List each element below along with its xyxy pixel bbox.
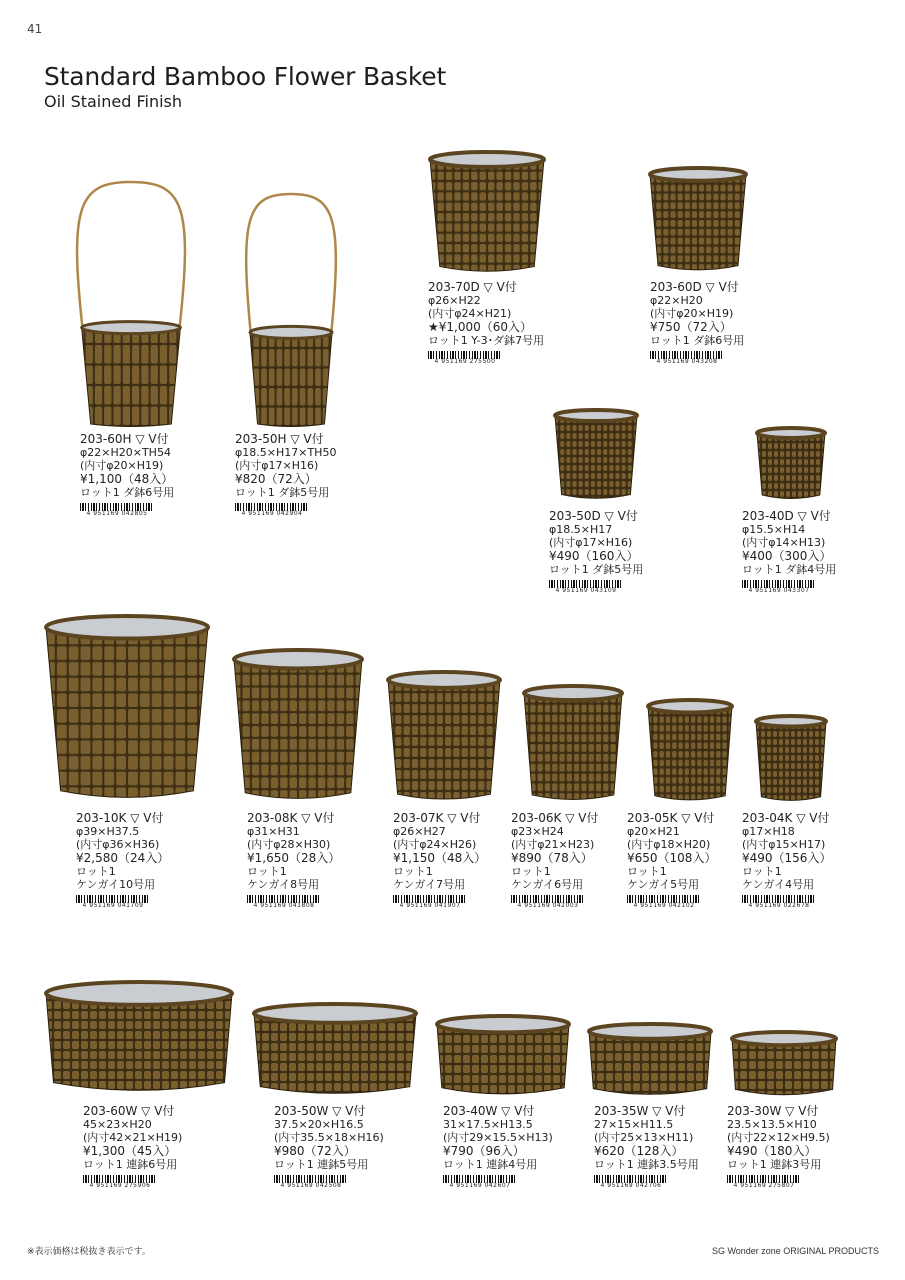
product-inner-size: (内寸φ14×H13) bbox=[742, 536, 826, 550]
basket-image bbox=[252, 1002, 418, 1096]
product-code: 203-50D ▽ V付 bbox=[549, 509, 638, 523]
product-inner-size: (内寸φ24×H21) bbox=[428, 307, 512, 321]
product-lot: ロット1 連鉢3号用 bbox=[727, 1157, 822, 1171]
product-size: φ26×H22 bbox=[428, 294, 481, 308]
barcode bbox=[83, 1173, 258, 1190]
product-code: 203-60H ▽ V付 bbox=[80, 432, 169, 446]
basket-image bbox=[755, 426, 827, 500]
product-info bbox=[742, 509, 905, 595]
product-size: φ15.5×H14 bbox=[742, 523, 806, 537]
product-price: ★¥1,000（60入） bbox=[428, 319, 533, 334]
product-size: φ22×H20 bbox=[650, 294, 703, 308]
basket-image bbox=[44, 614, 210, 802]
product-size: φ39×H37.5 bbox=[76, 825, 140, 839]
product-pot-size: ケンガイ6号用 bbox=[511, 878, 584, 892]
product-price: ¥2,580（24入） bbox=[76, 850, 170, 865]
product-inner-size: (内寸φ20×H19) bbox=[650, 307, 734, 321]
product-pot-size: ケンガイ5号用 bbox=[627, 878, 700, 892]
product-inner-size: (内寸29×15.5×H13) bbox=[443, 1131, 553, 1145]
basket-image bbox=[730, 1030, 838, 1096]
product-size: 45×23×H20 bbox=[83, 1118, 152, 1132]
product-size: φ23×H24 bbox=[511, 825, 564, 839]
basket-image bbox=[44, 980, 234, 1094]
brand-footer: SG Wonder zone ORIGINAL PRODUCTS bbox=[711, 1246, 879, 1256]
jan-number: 4 951169 275500 bbox=[428, 359, 502, 365]
product-code: 203-07K ▽ V付 bbox=[393, 811, 481, 825]
product-pot-size: ケンガイ7号用 bbox=[393, 878, 466, 892]
product-code: 203-40D ▽ V付 bbox=[742, 509, 831, 523]
product-price: ¥750（72入） bbox=[650, 319, 732, 334]
product-code: 203-30W ▽ V付 bbox=[727, 1104, 819, 1118]
jan-number: 4 951169 022678 bbox=[742, 903, 816, 909]
product-info bbox=[235, 432, 410, 518]
product-inner-size: (内寸φ18×H20) bbox=[627, 838, 711, 852]
product-code: 203-08K ▽ V付 bbox=[247, 811, 335, 825]
jan-number: 4 951169 041709 bbox=[76, 903, 150, 909]
product-lot: ロット1 ダ鉢5号用 bbox=[549, 562, 644, 576]
product-price: ¥490（180入） bbox=[727, 1143, 817, 1158]
product-pot-size: ケンガイ10号用 bbox=[76, 878, 156, 892]
product-inner-size: (内寸φ28×H30) bbox=[247, 838, 331, 852]
barcode bbox=[80, 501, 255, 518]
product-lot: ロット1 ダ鉢4号用 bbox=[742, 562, 837, 576]
basket-image bbox=[553, 408, 639, 500]
product-code: 203-04K ▽ V付 bbox=[742, 811, 830, 825]
barcode bbox=[742, 578, 905, 595]
product-code: 203-50H ▽ V付 bbox=[235, 432, 324, 446]
product-price: ¥1,150（48入） bbox=[393, 850, 487, 865]
product-inner-size: (内寸φ15×H17) bbox=[742, 838, 826, 852]
basket-image bbox=[646, 698, 734, 802]
product-info bbox=[80, 432, 255, 518]
jan-number: 4 951169 042102 bbox=[627, 903, 701, 909]
product-price: ¥400（300入） bbox=[742, 548, 832, 563]
barcode bbox=[549, 578, 724, 595]
jan-number: 4 951169 043208 bbox=[650, 359, 724, 365]
product-lot: ロット1 連鉢5号用 bbox=[274, 1157, 369, 1171]
product-info bbox=[83, 1104, 258, 1190]
product-code: 203-60D ▽ V付 bbox=[650, 280, 739, 294]
product-lot: ロット1 連鉢6号用 bbox=[83, 1157, 178, 1171]
product-size: φ17×H18 bbox=[742, 825, 795, 839]
product-code: 203-50W ▽ V付 bbox=[274, 1104, 366, 1118]
page-number: 41 bbox=[27, 22, 43, 36]
product-price: ¥890（78入） bbox=[511, 850, 593, 865]
product-inner-size: (内寸φ24×H26) bbox=[393, 838, 477, 852]
barcode bbox=[650, 349, 825, 366]
jan-number: 4 951169 042904 bbox=[235, 511, 309, 517]
product-info bbox=[76, 811, 251, 910]
product-code: 203-70D ▽ V付 bbox=[428, 280, 517, 294]
product-info bbox=[650, 280, 825, 366]
product-info bbox=[274, 1104, 449, 1190]
product-price: ¥820（72入） bbox=[235, 471, 317, 486]
product-info bbox=[428, 280, 603, 366]
jan-number: 4 951169 041808 bbox=[247, 903, 321, 909]
product-inner-size: (内寸φ20×H19) bbox=[80, 459, 164, 473]
product-lot: ロット1 連鉢3.5号用 bbox=[594, 1157, 699, 1171]
product-price: ¥1,300（45入） bbox=[83, 1143, 177, 1158]
barcode bbox=[274, 1173, 449, 1190]
product-size: φ31×H31 bbox=[247, 825, 300, 839]
product-lot: ロット1 bbox=[76, 864, 116, 878]
product-lot: ロット1 bbox=[511, 864, 551, 878]
jan-number: 4 951169 042508 bbox=[274, 1183, 348, 1189]
jan-number: 4 951169 275906 bbox=[83, 1183, 157, 1189]
jan-number: 4 951169 042706 bbox=[594, 1183, 668, 1189]
product-inner-size: (内寸25×13×H11) bbox=[594, 1131, 694, 1145]
product-inner-size: (内寸φ21×H23) bbox=[511, 838, 595, 852]
basket-image bbox=[232, 648, 364, 802]
barcode bbox=[742, 893, 905, 910]
product-lot: ロット1 ダ鉢6号用 bbox=[650, 333, 745, 347]
basket-image bbox=[435, 1014, 571, 1096]
product-inner-size: (内寸22×12×H9.5) bbox=[727, 1131, 830, 1145]
product-code: 203-40W ▽ V付 bbox=[443, 1104, 535, 1118]
product-inner-size: (内寸35.5×18×H16) bbox=[274, 1131, 384, 1145]
product-size: φ26×H27 bbox=[393, 825, 446, 839]
product-size: 27×15×H11.5 bbox=[594, 1118, 674, 1132]
product-lot: ロット1 bbox=[627, 864, 667, 878]
product-size: 37.5×20×H16.5 bbox=[274, 1118, 364, 1132]
product-info bbox=[443, 1104, 618, 1190]
product-inner-size: (内寸φ17×H16) bbox=[235, 459, 319, 473]
product-price: ¥620（128入） bbox=[594, 1143, 684, 1158]
jan-number: 4 951169 043109 bbox=[549, 588, 623, 594]
jan-number: 4 951169 275807 bbox=[727, 1183, 801, 1189]
product-size: 23.5×13.5×H10 bbox=[727, 1118, 817, 1132]
product-pot-size: ケンガイ8号用 bbox=[247, 878, 320, 892]
barcode bbox=[428, 349, 603, 366]
basket-image bbox=[428, 150, 546, 274]
jan-number: 4 951169 041907 bbox=[393, 903, 467, 909]
product-lot: ロット1 連鉢4号用 bbox=[443, 1157, 538, 1171]
jan-number: 4 951169 042003 bbox=[511, 903, 585, 909]
product-code: 203-10K ▽ V付 bbox=[76, 811, 164, 825]
product-lot: ロット1 Y-3･ダ鉢7号用 bbox=[428, 333, 545, 347]
product-inner-size: (内寸42×21×H19) bbox=[83, 1131, 183, 1145]
jan-number: 4 951169 043307 bbox=[742, 588, 816, 594]
jan-number: 4 951169 042607 bbox=[443, 1183, 517, 1189]
product-inner-size: (内寸φ36×H36) bbox=[76, 838, 160, 852]
product-price: ¥790（96入） bbox=[443, 1143, 525, 1158]
basket-image bbox=[237, 192, 345, 426]
basket-image bbox=[386, 670, 502, 802]
product-price: ¥980（72入） bbox=[274, 1143, 356, 1158]
product-lot: ロット1 ダ鉢5号用 bbox=[235, 485, 330, 499]
barcode bbox=[727, 1173, 902, 1190]
barcode bbox=[443, 1173, 618, 1190]
page-subtitle: Oil Stained Finish bbox=[44, 92, 183, 111]
product-lot: ロット1 ダ鉢6号用 bbox=[80, 485, 175, 499]
jan-number: 4 951169 042805 bbox=[80, 511, 154, 517]
product-code: 203-06K ▽ V付 bbox=[511, 811, 599, 825]
product-price: ¥490（160入） bbox=[549, 548, 639, 563]
product-price: ¥1,100（48入） bbox=[80, 471, 174, 486]
product-info bbox=[742, 811, 905, 910]
page-title: Standard Bamboo Flower Basket bbox=[44, 62, 447, 91]
product-lot: ロット1 bbox=[742, 864, 782, 878]
product-size: φ18.5×H17 bbox=[549, 523, 613, 537]
product-info bbox=[549, 509, 724, 595]
barcode bbox=[76, 893, 251, 910]
barcode bbox=[235, 501, 410, 518]
basket-image bbox=[754, 714, 828, 802]
product-lot: ロット1 bbox=[247, 864, 287, 878]
product-code: 203-60W ▽ V付 bbox=[83, 1104, 175, 1118]
product-size: φ22×H20×TH54 bbox=[80, 446, 171, 460]
product-info bbox=[727, 1104, 902, 1190]
basket-image bbox=[66, 180, 196, 426]
product-size: φ20×H21 bbox=[627, 825, 680, 839]
product-code: 203-35W ▽ V付 bbox=[594, 1104, 686, 1118]
basket-image bbox=[522, 684, 624, 802]
basket-image bbox=[648, 166, 748, 272]
tax-footnote: ※表示価格は税抜き表示です。 bbox=[27, 1247, 151, 1257]
product-price: ¥490（156入） bbox=[742, 850, 832, 865]
product-price: ¥650（108入） bbox=[627, 850, 717, 865]
basket-image bbox=[587, 1022, 713, 1096]
product-code: 203-05K ▽ V付 bbox=[627, 811, 715, 825]
product-size: φ18.5×H17×TH50 bbox=[235, 446, 337, 460]
product-pot-size: ケンガイ4号用 bbox=[742, 878, 815, 892]
product-size: 31×17.5×H13.5 bbox=[443, 1118, 533, 1132]
product-price: ¥1,650（28入） bbox=[247, 850, 341, 865]
product-inner-size: (内寸φ17×H16) bbox=[549, 536, 633, 550]
product-lot: ロット1 bbox=[393, 864, 433, 878]
